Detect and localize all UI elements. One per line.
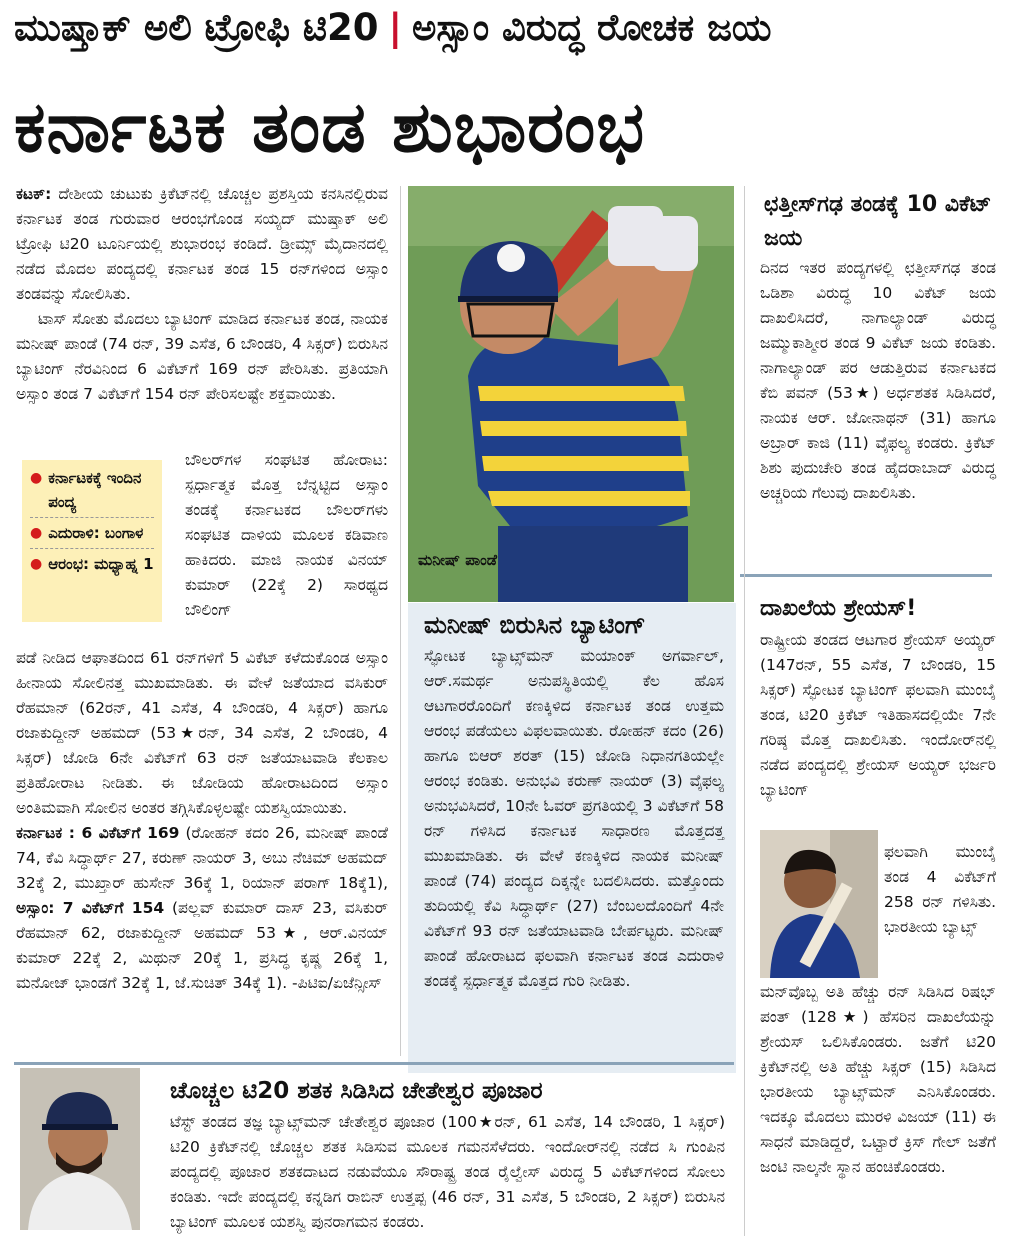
right-story-2-title: ದಾಖಲೆಯ ಶ್ರೇಯಸ್!	[760, 596, 917, 621]
shreyas-iyer-photo	[760, 830, 878, 978]
main-paragraph-2: ಟಾಸ್ ಸೋತು ಮೊದಲು ಬ್ಯಾಟಿಂಗ್ ಮಾಡಿದ ಕರ್ನಾಟಕ ತಂಡ, ನಾಯಕ ಮನೀಷ್ ಪಾಂಡೆ (74 ರನ್, 39 ಎಸೆತ, 6 ಬೌಂಡರಿ, 4 ಸಿಕ್ಸರ್) ಬಿರುಸಿನ ಬ್ಯಾಟಿಂಗ್ ನೆರವಿನಿಂದ 6 ವಿಕೆಟ್‌ಗೆ 169 ರನ್ ಪೇರಿಸಿತು. ಪ್ರತಿಯಾಗಿ ಅಸ್ಸಾಂ ತಂಡ 7 ವಿಕೆಟ್‌ಗೆ 154 ರನ್ ಪೇರಿಸಲಷ್ಟೇ ಶಕ್ತವಾಯಿತು.	[16, 310, 388, 403]
kicker	[14, 6, 999, 72]
score-assam: (ಪಲ್ಲವ್ ಕುಮಾರ್ ದಾಸ್ 23, ವಸಿಕುರ್ ರೆಹಮಾನ್ 62, ರಜಾಕುದ್ದೀನ್ ಅಹಮದ್ 53★, ಆರ್.ವಿನಯ್ ಕುಮಾರ್ 22ಕ್ಕೆ 2, ಮಿಥುನ್ 20ಕ್ಕೆ 1, ಪ್ರಸಿದ್ಧ ಕೃಷ್ಣ 26ಕ್ಕೆ 1, ಮನೋಜ್ ಭಾಂಡಗೆ 32ಕ್ಕೆ 1, ಜೆ.ಸುಚಿತ್ 34ಕ್ಕೆ 1). -ಪಿಟಿಐ/ಏಜೆನ್ಸೀಸ್	[16, 899, 388, 992]
manish-pandey-photo	[408, 186, 734, 602]
kicker-right: ಅಸ್ಸಾಂ ವಿರುದ್ಧ ರೋಚಕ ಜಯ	[412, 6, 772, 49]
info-item-label: ಕರ್ನಾಟಕಕ್ಕೆ ಇಂದಿನ ಪಂದ್ಯ	[48, 469, 142, 511]
score-assam-label: ಅಸ್ಸಾಂ: 7 ವಿಕೆಟ್‌ಗೆ 154	[16, 899, 165, 917]
bullet-icon: ●	[30, 556, 43, 572]
mid-story-body: ಸ್ಫೋಟಕ ಬ್ಯಾಟ್ಸ್‌ಮನ್ ಮಯಾಂಕ್ ಅಗರ್ವಾಲ್, ಆರ್.ಸಮರ್ಥ ಅನುಪಸ್ಥಿತಿಯಲ್ಲಿ ಕೆಲ ಹೊಸ ಆಟಗಾರರೊಂದಿಗೆ ಕಣಕ್ಕಿಳಿದ ಕರ್ನಾಟಕ ತಂಡ ಉತ್ತಮ ಆರಂಭ ಪಡೆಯಲು ವಿಫಲವಾಯಿತು. ರೋಹನ್ ಕದಂ (26) ಹಾಗೂ ಬಿಆರ್ ಶರತ್ (15) ಜೋಡಿ ನಿಧಾನಗತಿಯಲ್ಲೇ ಆರಂಭ ಕಂಡಿತು. ಅನುಭವಿ ಕರುಣ್ ನಾಯರ್ (3) ವೈಫಲ್ಯ ಅನುಭವಿಸಿದರೆ, 10ನೇ ಓವರ್ ಪ್ರಗತಿಯಲ್ಲಿ 3 ವಿಕೆಟ್‌ಗೆ 58 ರನ್ ಗಳಿಸಿದ ಕರ್ನಾಟಕ ಸಾಧಾರಣ ಮೊತ್ತದತ್ತ ಮುಖಮಾಡಿತು. ಈ ವೇಳೆ ಕಣಕ್ಕಿಳಿದ ನಾಯಕ ಮನೀಷ್ ಪಾಂಡೆ (74) ಪಂದ್ಯದ ದಿಕ್ಕನ್ನೇ ಬದಲಿಸಿದರು. ಮತ್ತೊಂದು ತುದಿಯಲ್ಲಿ ಕೆವಿ ಸಿದ್ಧಾರ್ಥ್ (27) ಬೆಂಬಲದೊಂದಿಗೆ 4ನೇ ವಿಕೆಟ್‌ಗೆ 93 ರನ್ ಜತೆಯಾಟವಾಡಿ ಬೇರ್ಪಟ್ಟರು. ಮನೀಷ್ ಪಾಂಡೆ ಹೋರಾಟದ ಫಲವಾಗಿ ಕರ್ನಾಟಕ ತಂಡ ಎದುರಾಳಿ ತಂಡಕ್ಕೆ ಸ್ಪರ್ಧಾತ್ಮಕ ಮೊತ್ತದ ಗುರಿ ನೀಡಿತು.	[424, 647, 724, 990]
info-item	[30, 466, 154, 518]
info-box	[22, 460, 162, 622]
kicker-separator: |	[388, 6, 403, 49]
bottom-story-title: ಚೊಚ್ಚಲ ಟಿ20 ಶತಕ ಸಿಡಿಸಿದ ಚೇತೇಶ್ವರ ಪೂಜಾರ	[170, 1078, 543, 1104]
right-story-1-body: ದಿನದ ಇತರ ಪಂದ್ಯಗಳಲ್ಲಿ ಛತ್ತೀಸ್‌ಗಢ ತಂಡ ಒಡಿಶಾ ವಿರುದ್ಧ 10 ವಿಕೆಟ್ ಜಯ ದಾಖಲಿಸಿದರೆ, ನಾಗಾಲ್ಯಾಂಡ್ ವಿರುದ್ಧ ಜಮ್ಮುಕಾಶ್ಮೀರ ತಂಡ 9 ವಿಕೆಟ್ ಜಯ ಕಂಡಿತು. ನಾಗಾಲ್ಯಾಂಡ್ ಪರ ಆಡುತ್ತಿರುವ ಕರ್ನಾಟಕದ ಕೆಬಿ ಪವನ್ (53★) ಅರ್ಧಶತಕ ಸಿಡಿಸಿದರೆ, ನಾಯಕ ಆರ್. ಜೋನಾಥನ್ (31) ಹಾಗೂ ಅಬ್ರಾರ್ ಕಾಜಿ (11) ವೈಫಲ್ಯ ಕಂಡರು. ಕ್ರಿಕೆಟ್ ಶಿಶು ಪುದುಚೇರಿ ತಂಡ ಹೈದರಾಬಾದ್ ವಿರುದ್ಧ ಅಚ್ಚರಿಯ ಗೆಲುವು ದಾಖಲಿಸಿತು.	[760, 259, 996, 502]
headline: ಕರ್ನಾಟಕ ತಂಡ ಶುಭಾರಂಭ	[14, 86, 646, 168]
main-paragraph-3a: ಬೌಲರ್‌ಗಳ ಸಂಘಟಿತ ಹೋರಾಟ: ಸ್ಪರ್ಧಾತ್ಮಕ ಮೊತ್ತ ಬೆನ್ನಟ್ಟಿದ ಅಸ್ಸಾಂ ತಂಡಕ್ಕೆ ಕರ್ನಾಟಕದ ಬೌಲರ್‌ಗಳು ಸಂಘಟಿತ ದಾಳಿಯ ಮೂಲಕ ಕಡಿವಾಣ ಹಾಕಿದರು. ಮಾಜಿ ನಾಯಕ ವಿನಯ್ ಕುಮಾರ್ (22ಕ್ಕೆ 2) ಸಾರಥ್ಯದ ಬೌಲಿಂಗ್	[185, 451, 388, 619]
bullet-icon: ●	[30, 525, 43, 541]
info-item	[30, 552, 154, 579]
batsman-illustration	[408, 186, 734, 602]
bullet-icon: ●	[30, 470, 43, 486]
right-story-2-body-1: ರಾಷ್ಟ್ರೀಯ ತಂಡದ ಆಟಗಾರ ಶ್ರೇಯಸ್ ಅಯ್ಯರ್ (147ರನ್, 55 ಎಸೆತ, 7 ಬೌಂಡರಿ, 15 ಸಿಕ್ಸರ್) ಸ್ಫೋಟಕ ಬ್ಯಾಟಿಂಗ್ ಫಲವಾಗಿ ಮುಂಬೈ ತಂಡ, ಟಿ20 ಕ್ರಿಕೆಟ್ ಇತಿಹಾಸದಲ್ಲಿಯೇ 7ನೇ ಗರಿಷ್ಠ ಮೊತ್ತ ದಾಖಲಿಸಿತು. ಇಂದೋರ್‌ನಲ್ಲಿ ನಡೆದ ಪಂದ್ಯದಲ್ಲಿ ಶ್ರೇಯಸ್ ಅಯ್ಯರ್ ಭರ್ಜರಿ ಬ್ಯಾಟಿಂಗ್	[760, 631, 996, 799]
dateline: ಕಟಕ್:	[16, 185, 52, 203]
main-story-lower	[16, 646, 388, 996]
photo-caption: ಮನೀಷ್ ಪಾಂಡೆ	[418, 551, 497, 569]
info-item	[30, 521, 154, 549]
info-item-label: ಆರಂಭ: ಮಧ್ಯಾಹ್ನ 1	[48, 555, 154, 573]
kicker-left: ಮುಷ್ತಾಕ್ ಅಲಿ ಟ್ರೋಫಿ ಟಿ20	[14, 6, 379, 49]
cheteshwar-pujara-photo	[20, 1068, 140, 1230]
main-story-top	[16, 182, 388, 407]
info-item-label: ಎದುರಾಳಿ: ಬಂಗಾಳ	[48, 524, 144, 542]
divider	[14, 1062, 734, 1065]
right-story-1-title: ಛತ್ತೀಸ್‌ಗಢ ತಂಡಕ್ಕೆ 10 ವಿಕೆಟ್ ಜಯ	[764, 192, 992, 251]
player-portrait	[20, 1068, 140, 1230]
right-story-2-body-3: ಮನ್‌ವೊಬ್ಬ ಅತಿ ಹೆಚ್ಚು ರನ್ ಸಿಡಿಸಿದ ರಿಷಭ್ ಪಂತ್ (128★) ಹೆಸರಿನ ದಾಖಲೆಯನ್ನು ಶ್ರೇಯಸ್ ಒಲಿಸಿಕೊಂಡರು. ಜತೆಗೆ ಟಿ20 ಕ್ರಿಕೆಟ್‌ನಲ್ಲಿ ಅತಿ ಹೆಚ್ಚು ಸಿಕ್ಸರ್ (15) ಸಿಡಿಸಿದ ಭಾರತೀಯ ಬ್ಯಾಟ್ಸ್‌ಮನ್ ಎನಿಸಿಕೊಂಡರು. ಇದಕ್ಕೂ ಮೊದಲು ಮುರಳಿ ವಿಜಯ್ (11) ಈ ಸಾಧನೆ ಮಾಡಿದ್ದರೆ, ಒಟ್ಟಾರೆ ಕ್ರಿಸ್ ಗೇಲ್ ಜತೆಗೆ ಜಂಟಿ ನಾಲ್ಕನೇ ಸ್ಥಾನ ಹಂಚಿಕೊಂಡರು.	[760, 983, 996, 1176]
score-karnataka-label: ಕರ್ನಾಟಕ : 6 ವಿಕೆಟ್‌ಗೆ 169	[16, 824, 180, 842]
bottom-story-body: ಟೆಸ್ಟ್ ತಂಡದ ತಜ್ಞ ಬ್ಯಾಟ್ಸ್‌ಮನ್ ಚೇತೇಶ್ವರ ಪೂಜಾರ (100★ರನ್, 61 ಎಸೆತ, 14 ಬೌಂಡರಿ, 1 ಸಿಕ್ಸರ್) ಟಿ20 ಕ್ರಿಕೆಟ್‌ನಲ್ಲಿ ಚೊಚ್ಚಲ ಶತಕ ಸಿಡಿಸುವ ಮೂಲಕ ಗಮನಸೆಳೆದರು. ಇಂದೋರ್‌ನಲ್ಲಿ ನಡೆದ ಸಿ ಗುಂಪಿನ ಪಂದ್ಯದಲ್ಲಿ ಪೂಜಾರ ಶತಕದಾಟದ ನಡುವೆಯೂ ಸೌರಾಷ್ಟ್ರ ತಂಡ ರೈಲ್ವೇಸ್ ವಿರುದ್ಧ 5 ವಿಕೆಟ್‌ಗಳಿಂದ ಸೋಲು ಕಂಡಿತು. ಇದೇ ಪಂದ್ಯದಲ್ಲಿ ಕನ್ನಡಿಗ ರಾಬಿನ್ ಉತ್ತಪ್ಪ (46 ರನ್, 31 ಎಸೆತ, 5 ಬೌಂಡರಿ, 2 ಸಿಕ್ಸರ್) ಬಿರುಸಿನ ಬ್ಯಾಟಿಂಗ್ ಮೂಲಕ ಯಶಸ್ವಿ ಪುನರಾಗಮನ ಕಂಡರು.	[170, 1113, 725, 1231]
right-story-2-body-2: ಫಲವಾಗಿ ಮುಂಬೈ ತಂಡ 4 ವಿಕೆಟ್‌ಗೆ 258 ರನ್ ಗಳಿಸಿತು. ಭಾರತೀಯ ಬ್ಯಾಟ್ಸ್‌	[884, 843, 996, 936]
divider	[740, 574, 992, 577]
player-portrait	[760, 830, 878, 978]
column-divider	[400, 186, 401, 1056]
score-karnataka: (ರೋಹನ್ ಕದಂ 26, ಮನೀಷ್ ಪಾಂಡೆ 74, ಕೆವಿ ಸಿದ್ಧಾರ್ಥ್ 27, ಕರುಣ್ ನಾಯರ್ 3, ಅಬು ನೆಚಿಮ್ ಅಹಮದ್ 32ಕ್ಕೆ 2, ಮುಖ್ತಾರ್ ಹುಸೇನ್ 36ಕ್ಕೆ 1, ರಿಯಾನ್ ಪರಾಗ್ 18ಕ್ಕೆ1),	[16, 824, 388, 892]
main-paragraph-1: ದೇಶೀಯ ಚುಟುಕು ಕ್ರಿಕೆಟ್‌ನಲ್ಲಿ ಚೊಚ್ಚಲ ಪ್ರಶಸ್ತಿಯ ಕನಸಿನಲ್ಲಿರುವ ಕರ್ನಾಟಕ ತಂಡ ಗುರುವಾರ ಆರಂಭಗೊಂಡ ಸಯ್ಯದ್ ಮುಷ್ತಾಕ್ ಅಲಿ ಟ್ರೋಫಿ ಟಿ20 ಟೂರ್ನಿಯಲ್ಲಿ ಶುಭಾರಂಭ ಕಂಡಿದೆ. ಡ್ರೀಮ್ಸ್ ಮೈದಾನದಲ್ಲಿ ನಡೆದ ಮೊದಲ ಪಂದ್ಯದಲ್ಲಿ ಕರ್ನಾಟಕ ತಂಡ 15 ರನ್‌ಗಳಿಂದ ಅಸ್ಸಾಂ ತಂಡವನ್ನು ಸೋಲಿಸಿತು.	[16, 185, 388, 303]
column-divider	[744, 186, 745, 1236]
mid-story-title: ಮನೀಷ್ ಬಿರುಸಿನ ಬ್ಯಾಟಿಂಗ್	[424, 611, 646, 639]
main-paragraph-3b: ಪಡೆ ನೀಡಿದ ಆಘಾತದಿಂದ 61 ರನ್‌ಗಳಿಗೆ 5 ವಿಕೆಟ್ ಕಳೆದುಕೊಂಡ ಅಸ್ಸಾಂ ಹೀನಾಯ ಸೋಲಿನತ್ತ ಮುಖಮಾಡಿತು. ಈ ವೇಳೆ ಜತೆಯಾದ ವಸಿಕುರ್ ರೆಹಮಾನ್ (62ರನ್, 41 ಎಸೆತ, 4 ಬೌಂಡರಿ, 4 ಸಿಕ್ಸರ್) ಹಾಗೂ ರಜಾಕುದ್ದೀನ್ ಅಹಮದ್ (53★ರನ್, 34 ಎಸೆತ, 2 ಬೌಂಡರಿ, 4 ಸಿಕ್ಸರ್) ಜೋಡಿ 6ನೇ ವಿಕೆಟ್‌ಗೆ 63 ರನ್ ಜತೆಯಾಟವಾಡಿ ಕೆಲಕಾಲ ಪ್ರತಿಹೋರಾಟ ನೀಡಿತು. ಈ ಜೋಡಿಯ ಹೋರಾಟದಿಂದ ಅಸ್ಸಾಂ ಅಂತಿಮವಾಗಿ ಸೋಲಿನ ಅಂತರ ತಗ್ಗಿಸಿಕೊಳ್ಳಲಷ್ಟೇ ಯಶಸ್ವಿಯಾಯಿತು.	[16, 649, 388, 817]
